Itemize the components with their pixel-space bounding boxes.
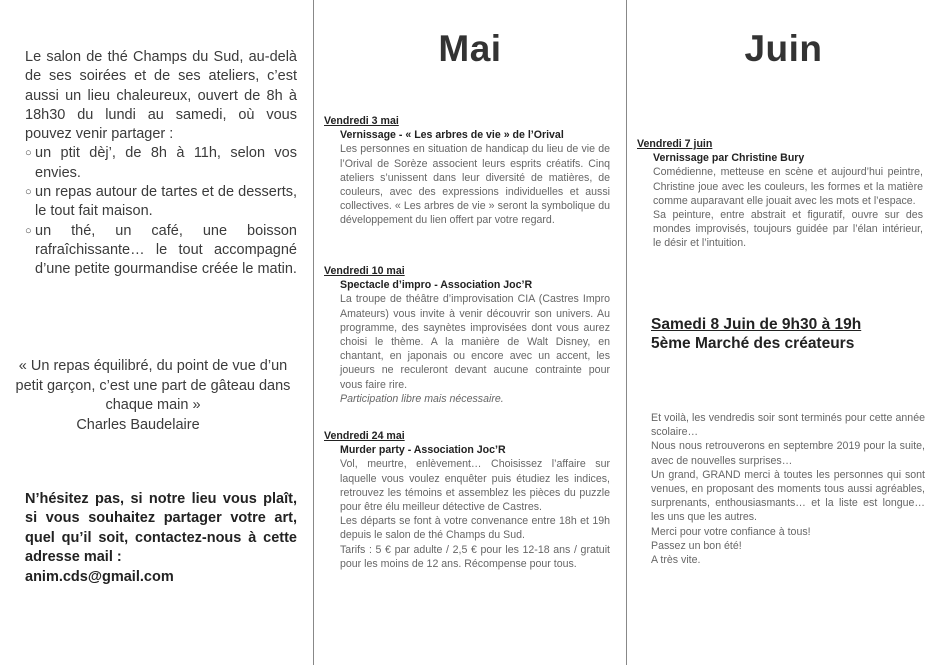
- event-description: Les départs se font à votre convenance entre 18h et 19h depuis le salon de thé Champs du Sud.: [340, 515, 610, 542]
- event-description: Tarifs : 5 € par adulte / 2,5 € pour les 12-18 ans / gratuit pour les moins de 12 ans. Récompense pour tous.: [340, 543, 610, 570]
- event-description: Comédienne, metteuse en scène et aujourd’hui peintre, Christine joue avec les couleurs, les formes et la matière comme auparavant elle jouait avec les mots et l’espace.: [653, 166, 923, 207]
- event-date: Vendredi 3 mai: [324, 115, 399, 127]
- event-date: Vendredi 10 mai: [324, 265, 405, 277]
- market-date: Samedi 8 Juin de 9h30 à 19h: [651, 316, 862, 333]
- event-item: [324, 429, 610, 571]
- month-heading-mai: Mai: [438, 28, 502, 69]
- month-heading-juin: Juin: [744, 28, 823, 69]
- bullet-item: ○ un repas autour de tartes et de desserts, le tout fait maison.: [25, 183, 297, 222]
- bullet-item: ○ un ptit dèj’, de 8h à 11h, selon vos envies.: [25, 144, 297, 183]
- event-title: Murder party - Association Joc’R: [340, 444, 506, 457]
- event-date: Vendredi 7 juin: [637, 138, 713, 150]
- event-title: Spectacle d’impro - Association Joc’R: [340, 279, 533, 292]
- left-column: [0, 0, 313, 665]
- closing-line: Passez un bon été!: [651, 539, 742, 552]
- juin-column: [627, 0, 940, 665]
- quote-text: « Un repas équilibré, du point de vue d’un petit garçon, c’est une part de gâteau dans chaque main »: [15, 358, 291, 413]
- contact-email-link[interactable]: anim.cds@gmail.com: [25, 568, 174, 585]
- event-title: Vernissage par Christine Bury: [653, 152, 805, 165]
- closing-line: A très vite.: [651, 554, 701, 567]
- event-description: Les personnes en situation de handicap du lieu de vie de l’Orival de Sorèze associent leurs esprits créatifs. Cinq ateliers s’unissent dans leur diversité de matières, de couleurs, avec des expressions individuelles et aussi collectives. « Les arbres de vie » seront la symbolique du développement du lien offert par votre regard.: [340, 143, 610, 227]
- event-item: [637, 137, 923, 251]
- bullet-circle-icon: ○: [25, 147, 32, 160]
- bullet-circle-icon: ○: [25, 224, 32, 237]
- closing-line: Et voilà, les vendredis soir sont terminés pour cette année scolaire…: [651, 412, 925, 439]
- quote-author: Charles Baudelaire: [76, 416, 200, 433]
- closing-line: Merci pour votre confiance à tous!: [651, 525, 811, 538]
- event-title: Vernissage - « Les arbres de vie » de l’Orival: [340, 129, 564, 142]
- market-announcement: [651, 315, 861, 353]
- bullet-circle-icon: ○: [25, 186, 32, 199]
- bullet-item: ○ un thé, un café, une boisson rafraîchissante… le tout accompagné d’une petite gourmandise créée le matin.: [25, 222, 297, 280]
- contact-text: N’hésitez pas, si notre lieu vous plaît, si vous souhaitez partager votre art, quel qu’il soit, contactez-nous à cette adresse mail :: [25, 491, 297, 566]
- event-description: Sa peinture, entre abstrait et figuratif, ouvre sur des mondes improvisés, toujours guidée par l’élan intérieur, le désir et l’intuition.: [653, 209, 923, 250]
- event-description: Vol, meurtre, enlèvement… Choisissez l’affaire sur laquelle vous voulez enquêter puis étudiez les indices, retrouvez les témoins et assemblez les pièces du puzzle pour être élu meilleur détective de Castres.: [340, 458, 610, 514]
- intro-text: [25, 48, 297, 280]
- event-note: Participation libre mais nécessaire.: [340, 392, 504, 405]
- quote-block: [8, 357, 298, 435]
- contact-block: [25, 490, 297, 587]
- mai-column: [313, 0, 627, 665]
- event-date: Vendredi 24 mai: [324, 430, 405, 442]
- market-title: 5ème Marché des créateurs: [651, 335, 855, 352]
- intro-paragraph: Le salon de thé Champs du Sud, au-delà de ses soirées et de ses ateliers, c’est aussi un lieu chaleureux, ouvert de 8h à 18h30 du lundi au samedi, où vous pouvez venir partager :: [25, 49, 297, 143]
- closing-line: Un grand, GRAND merci à toutes les personnes qui sont venues, en proposant des moments tous aussi agréables, surprenants, enthousiasmants… et la liste est longue… les uns que les autres.: [651, 468, 925, 524]
- closing-line: Nous nous retrouverons en septembre 2019 pour la suite, avec de nouvelles surprises…: [651, 440, 925, 467]
- event-item: [324, 264, 610, 406]
- closing-message: [651, 411, 925, 567]
- event-item: [324, 114, 610, 228]
- event-description: La troupe de théâtre d’improvisation CIA (Castres Impro Amateurs) vous invite à venir découvrir son univers. Au programme, des saynètes improvisées dont vous aurez choisi le thème. A la manière de Walt Disney, en chantant, en japonais ou encore avec un accent, les joueurs ne reculeront devant aucune contrainte pour vous faire rire.: [340, 293, 610, 391]
